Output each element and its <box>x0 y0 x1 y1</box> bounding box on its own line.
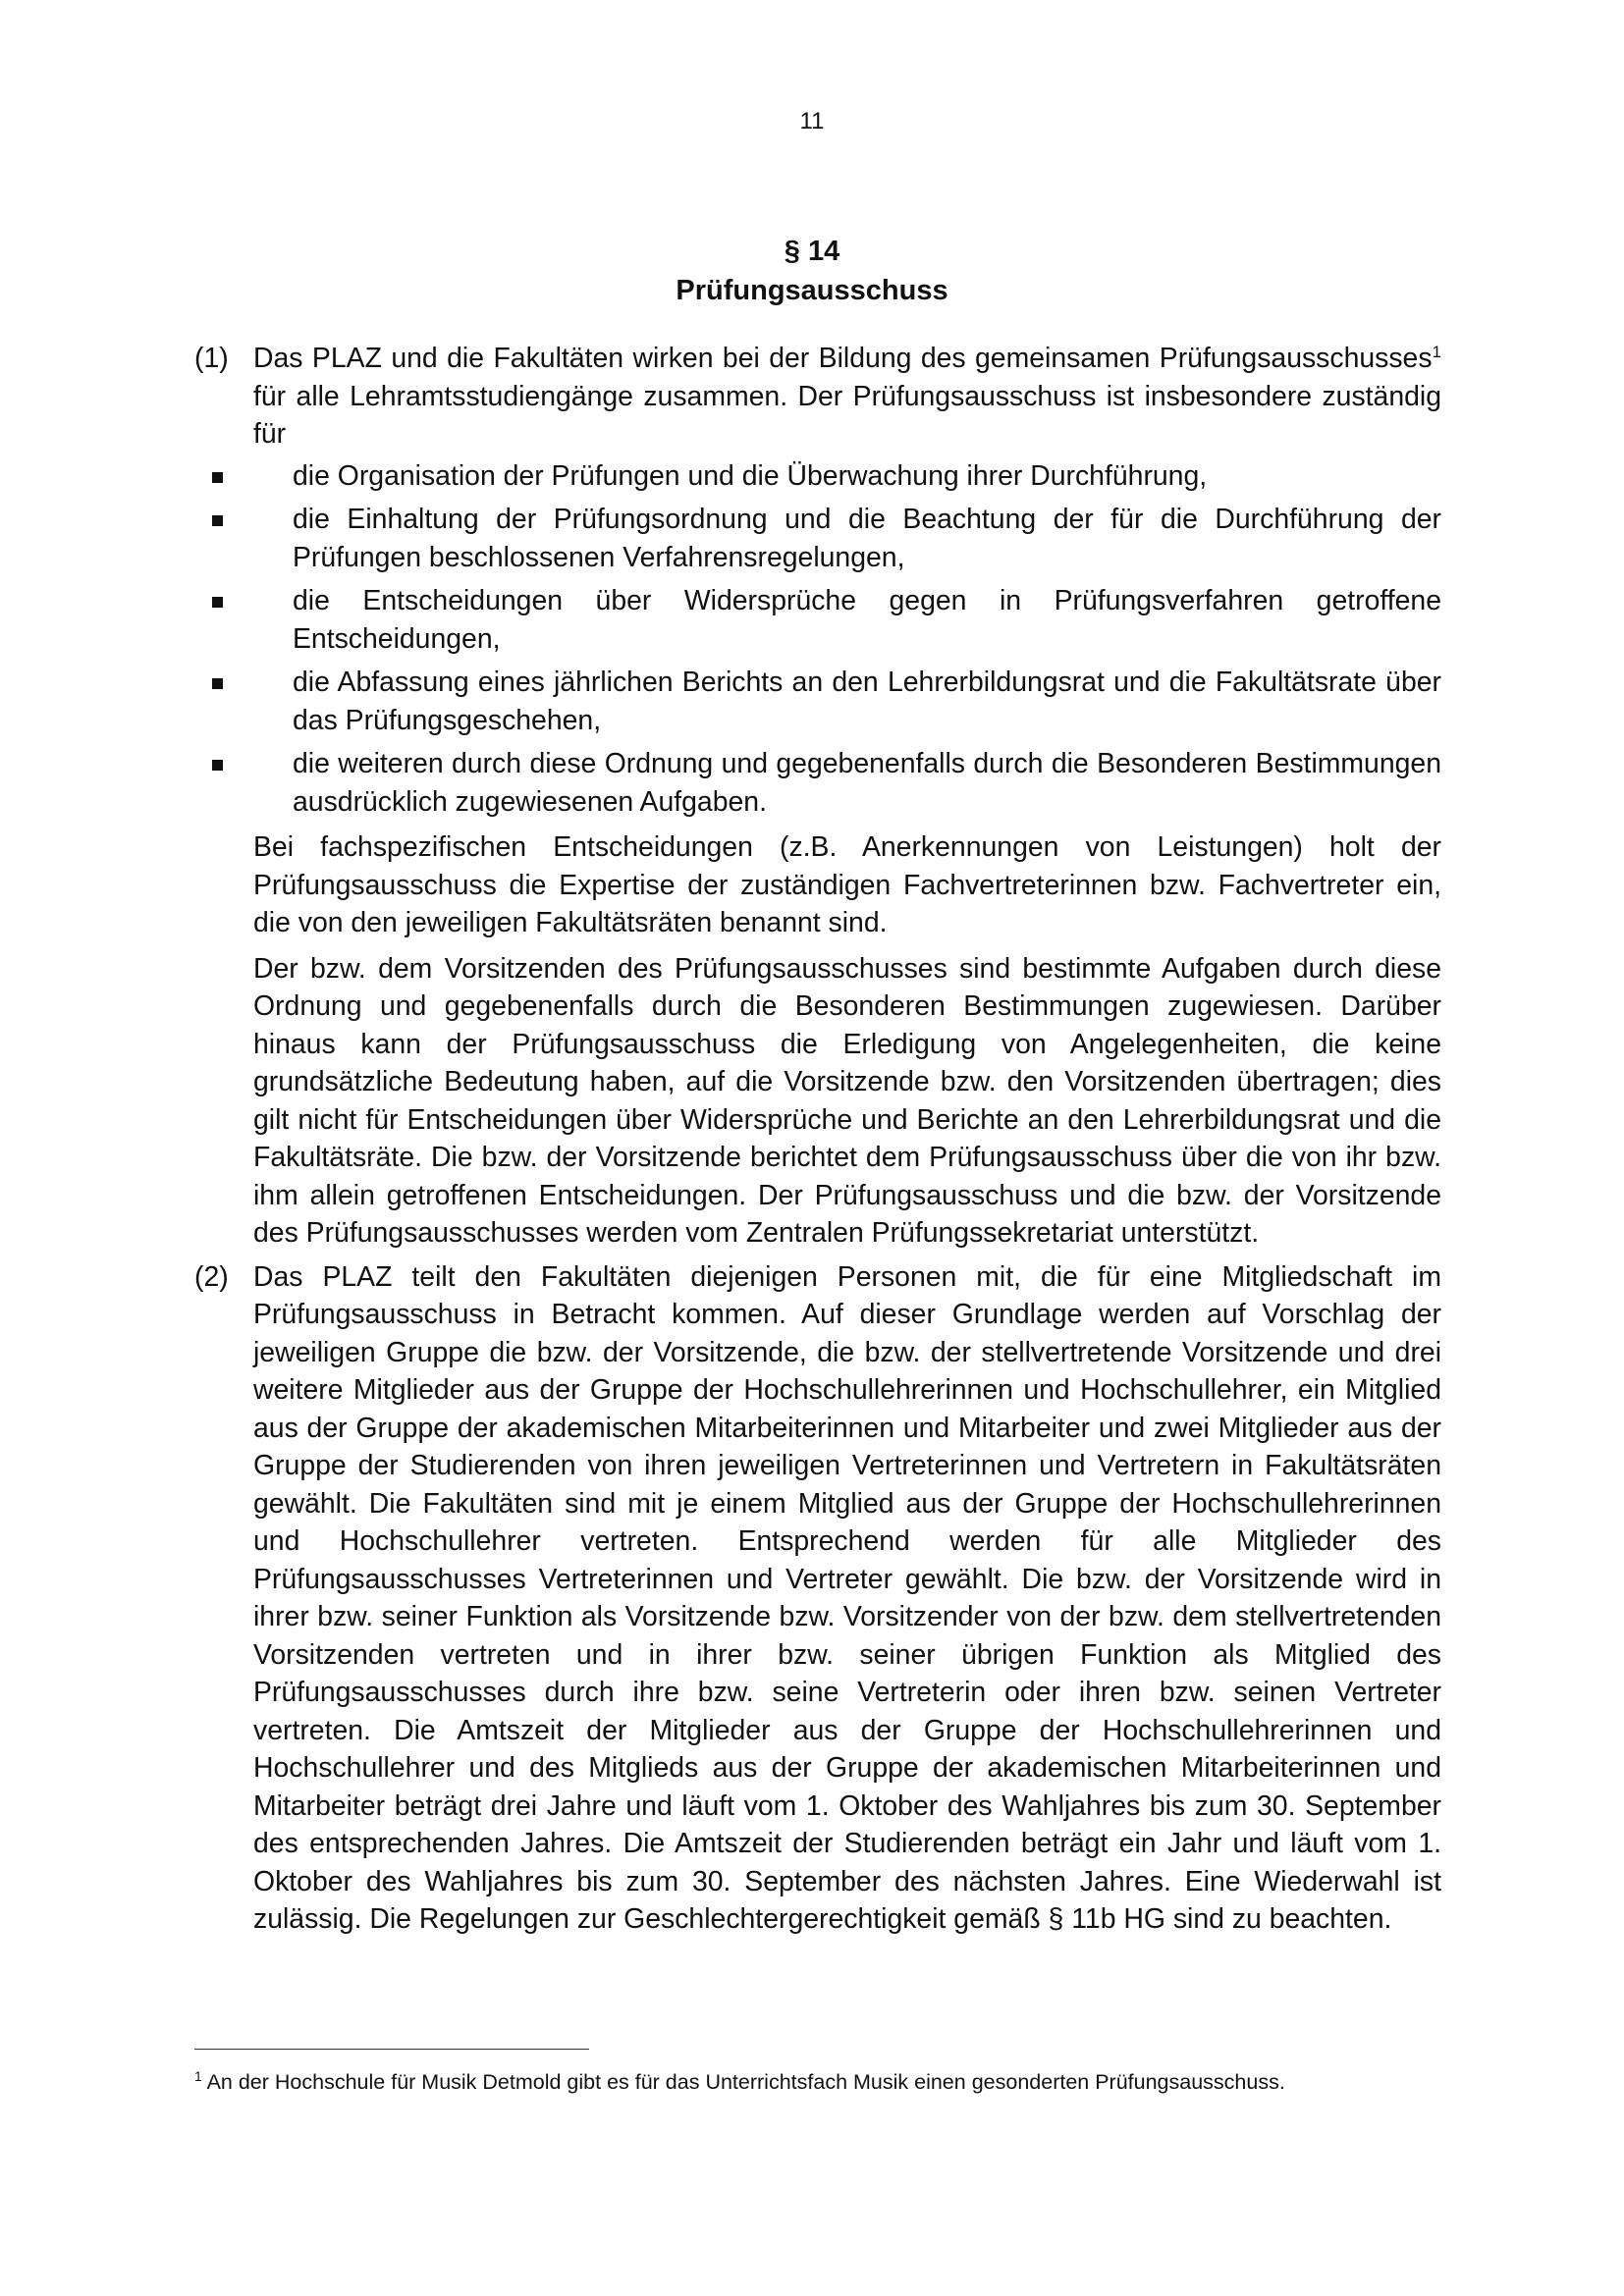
list-item-text: die Entscheidungen über Widersprüche gegen in Prüfungsverfahren getroffene Entscheidungen, <box>293 585 1441 655</box>
page-number: 11 <box>799 108 825 134</box>
list-item <box>194 664 1441 739</box>
paragraph-1-chair-duties: Der bzw. dem Vorsitzenden des Prüfungsausschusses sind bestimmte Aufgaben durch diese Ordnung und gegebenenfalls durch die Besonderen Bestimmungen zugewiesen. Darüber hinaus kann der Prüfungsausschuss die Erledigung von Angelegenheiten, die keine grundsätzliche Bedeutung haben, auf die Vorsitzende bzw. den Vorsitzenden übertragen; dies gilt nicht für Entscheidungen über Widersprüche und Berichte an den Lehrerbildungsrat und die Fakultätsräte. Die bzw. der Vorsitzende berichtet dem Prüfungsausschuss über die von ihr bzw. ihm allein getroffenen Entscheidungen. Der Prüfungsausschuss und die bzw. der Vorsitzende des Prüfungsausschusses werden vom Zentralen Prüfungssekretariat unterstützt. <box>253 952 1441 1249</box>
duties-list <box>194 457 1441 822</box>
footnote-text: An der Hochschule für Musik Detmold gibt es für das Unterrichtsfach Musik einen gesonderten Prüfungsausschuss. <box>201 2070 1285 2094</box>
footnote <box>194 2067 1471 2097</box>
section-heading <box>0 232 1624 310</box>
list-item <box>194 457 1441 496</box>
paragraph-2 <box>194 1258 1441 1939</box>
square-bullet-icon <box>212 678 223 689</box>
list-item-text: die Organisation der Prüfungen und die Überwachung ihrer Durchführung, <box>293 459 1208 492</box>
document-body <box>194 340 1441 1939</box>
section-title: Prüfungsausschuss <box>676 275 948 306</box>
square-bullet-icon <box>212 515 223 526</box>
section-number: § 14 <box>784 236 840 267</box>
list-item-text: die Einhaltung der Prüfungsordnung und die Beachtung der für die Durchführung der Prüfungen beschlossenen Verfahrensregelungen, <box>293 504 1441 573</box>
intro-text-a: Das PLAZ und die Fakultäten wirken bei der Bildung des gemeinsamen Prüfungsausschusses <box>253 343 1433 374</box>
square-bullet-icon <box>212 472 223 483</box>
list-item-text: die weiteren durch diese Ordnung und gegebenenfalls durch die Besonderen Bestimmungen ausdrücklich zugewiesenen Aufgaben. <box>293 748 1441 818</box>
paragraph-number: (1) <box>194 343 229 374</box>
list-item <box>194 745 1441 821</box>
square-bullet-icon <box>212 597 223 608</box>
paragraph-number: (2) <box>194 1260 229 1293</box>
intro-text-b: für alle Lehramtsstudiengänge zusammen. Der Prüfungsausschuss ist insbesondere zuständig für <box>253 380 1441 450</box>
footnote-marker: 1 <box>194 2068 202 2084</box>
list-item-text: die Abfassung eines jährlichen Berichts an den Lehrerbildungsrat und die Fakultätsrate über das Prüfungsgeschehen, <box>293 667 1441 736</box>
square-bullet-icon <box>212 760 223 771</box>
footnote-ref: 1 <box>1432 343 1441 361</box>
paragraph-1-expertise: Bei fachspezifischen Entscheidungen (z.B. Anerkennungen von Leistungen) holt der Prüfungsausschuss die Expertise der zuständigen Fachvertreterinnen bzw. Fachvertreter ein, die von den jeweiligen Fakultätsräten benannt sind. <box>253 831 1441 938</box>
paragraph-1-intro <box>253 340 1441 454</box>
list-item <box>194 582 1441 658</box>
paragraph-1 <box>194 340 1441 454</box>
footnote-divider <box>194 2049 589 2050</box>
paragraph-2-text: Das PLAZ teilt den Fakultäten diejenigen Personen mit, die für eine Mitgliedschaft im Prüfungsausschuss in Betracht kommen. Auf dieser Grundlage werden auf Vorschlag der jeweiligen Gruppe die bzw. der Vorsitzende, die bzw. der stellvertretende Vorsitzende und drei weitere Mitglieder aus der Gruppe der Hochschullehrerinnen und Hochschullehrer, ein Mitglied aus der Gruppe der akademischen Mitarbeiterinnen und Mitarbeiter und zwei Mitglieder aus der Gruppe der Studierenden von ihren jeweiligen Vertreterinnen und Vertretern in Fakultätsräten gewählt. Die Fakultäten sind mit je einem Mitglied aus der Gruppe der Hochschullehrerinnen und Hochschullehrer vertreten. Entsprechend werden für alle Mitglieder des Prüfungsausschusses Vertreterinnen und Vertreter gewählt. Die bzw. der Vorsitzende wird in ihrer bzw. seiner Funktion als Vorsitzende bzw. Vorsitzender von der bzw. dem stellvertretenden Vorsitzenden vertreten und in ihrer bzw. seiner übrigen Funktion als Mitglied des Prüfungsausschusses durch ihre bzw. seine Vertreterin oder ihren bzw. seinen Vertreter vertreten. Die Amtszeit der Mitglieder aus der Gruppe der Hochschullehrerinnen und Hochschullehrer und des Mitglieds aus der Gruppe der akademischen Mitarbeiterinnen und Mitarbeiter beträgt drei Jahre und läuft vom 1. Oktober des Wahljahres bis zum 30. September des entsprechenden Jahres. Die Amtszeit der Studierenden beträgt ein Jahr und läuft vom 1. Oktober des Wahljahres bis zum 30. September des nächsten Jahres. Eine Wiederwahl ist zulässig. Die Regelungen zur Geschlechtergerechtigkeit gemäß § 11b HG sind zu beachten. <box>253 1260 1441 1935</box>
list-item <box>194 501 1441 576</box>
